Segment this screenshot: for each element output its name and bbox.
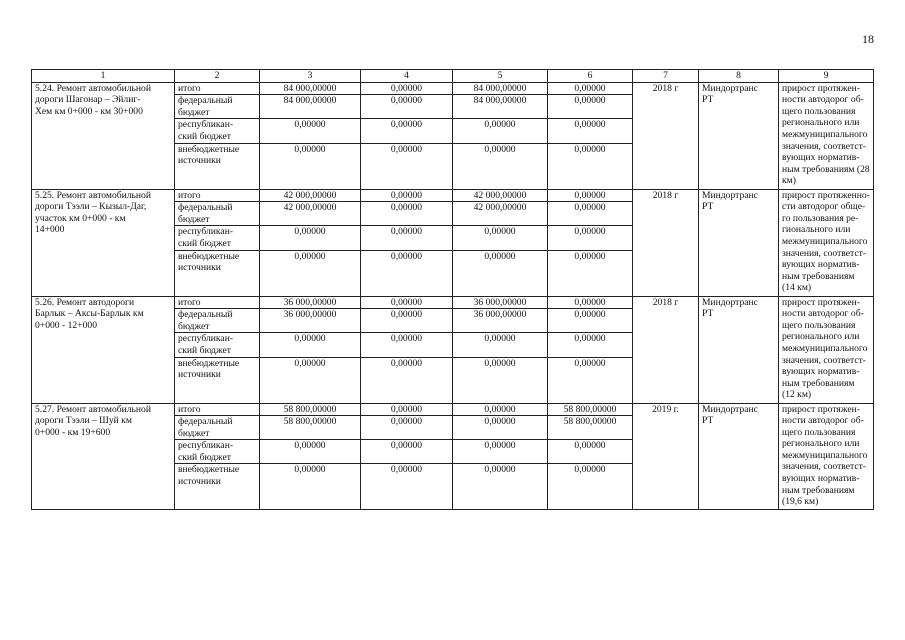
- amount-total-cell: 84 000,00000: [260, 95, 361, 119]
- funding-source-cell: федеральный бюджет: [175, 202, 260, 226]
- table-row: [32, 189, 874, 202]
- amount-total-cell: 0,00000: [260, 143, 361, 189]
- amount-col6-cell: 0,00000: [548, 119, 633, 143]
- column-header: 7: [633, 70, 699, 83]
- amount-total-cell: 36 000,00000: [260, 309, 361, 333]
- amount-col6-cell: 0,00000: [548, 95, 633, 119]
- funding-source-cell: внебюджетные источники: [175, 464, 260, 510]
- amount-col6-cell: 0,00000: [548, 309, 633, 333]
- amount-col6-cell: 0,00000: [548, 143, 633, 189]
- result-cell: прирост протяженно- сти автодорог обще- го пользования ре- гионального или межмуниципального значения, соответст- вующих норматив- ным требованиям (14 км): [779, 189, 874, 296]
- amount-total-cell: 0,00000: [260, 333, 361, 357]
- amount-col4-cell: 0,00000: [361, 82, 453, 95]
- funding-source-cell: итого: [175, 403, 260, 416]
- amount-col5-cell: 0,00000: [453, 403, 548, 416]
- amount-col4-cell: 0,00000: [361, 464, 453, 510]
- amount-col4-cell: 0,00000: [361, 119, 453, 143]
- amount-col4-cell: 0,00000: [361, 333, 453, 357]
- amount-col6-cell: 58 800,00000: [548, 416, 633, 440]
- amount-col4-cell: 0,00000: [361, 95, 453, 119]
- year-cell: 2018 г: [633, 296, 699, 403]
- amount-col6-cell: 0,00000: [548, 82, 633, 95]
- amount-col5-cell: 0,00000: [453, 416, 548, 440]
- amount-col6-cell: 0,00000: [548, 464, 633, 510]
- funding-source-cell: итого: [175, 82, 260, 95]
- amount-total-cell: 42 000,00000: [260, 189, 361, 202]
- executor-cell: Миндортранс РТ: [699, 189, 779, 296]
- funding-source-cell: федеральный бюджет: [175, 416, 260, 440]
- amount-col4-cell: 0,00000: [361, 143, 453, 189]
- project-name-cell: 5.27. Ремонт автомобильной дороги Тээли – Шуй км 0+000 - км 19+600: [32, 403, 175, 510]
- amount-col5-cell: 42 000,00000: [453, 189, 548, 202]
- funding-table: [31, 69, 874, 510]
- amount-total-cell: 0,00000: [260, 440, 361, 464]
- amount-total-cell: 0,00000: [260, 119, 361, 143]
- amount-col5-cell: 0,00000: [453, 333, 548, 357]
- funding-source-cell: федеральный бюджет: [175, 95, 260, 119]
- amount-col6-cell: 0,00000: [548, 296, 633, 309]
- amount-col4-cell: 0,00000: [361, 357, 453, 403]
- amount-total-cell: 58 800,00000: [260, 416, 361, 440]
- column-header: 8: [699, 70, 779, 83]
- amount-total-cell: 0,00000: [260, 250, 361, 296]
- table-body: [32, 82, 874, 510]
- amount-total-cell: 0,00000: [260, 226, 361, 250]
- column-header: 3: [260, 70, 361, 83]
- amount-col5-cell: 0,00000: [453, 226, 548, 250]
- amount-col6-cell: 0,00000: [548, 440, 633, 464]
- amount-total-cell: 36 000,00000: [260, 296, 361, 309]
- header-row: [32, 70, 874, 83]
- page-number: 18: [862, 32, 874, 46]
- amount-col5-cell: 0,00000: [453, 119, 548, 143]
- column-header: 6: [548, 70, 633, 83]
- column-header: 9: [779, 70, 874, 83]
- amount-col5-cell: 0,00000: [453, 464, 548, 510]
- project-name-cell: 5.26. Ремонт автодороги Барлык – Аксы-Барлык км 0+000 - 12+000: [32, 296, 175, 403]
- amount-col4-cell: 0,00000: [361, 226, 453, 250]
- year-cell: 2019 г.: [633, 403, 699, 510]
- project-name-cell: 5.25. Ремонт автомобильной дороги Тээли – Кызыл-Даг, участок км 0+000 - км 14+000: [32, 189, 175, 296]
- amount-col6-cell: 0,00000: [548, 202, 633, 226]
- result-cell: прирост протяжен- ности автодорог об- щего пользования регионального или межмуниципального значения, соответст- вующих норматив- ным требованиям (28 км): [779, 82, 874, 189]
- table-row: [32, 403, 874, 416]
- funding-source-cell: внебюджетные источники: [175, 250, 260, 296]
- amount-col5-cell: 36 000,00000: [453, 309, 548, 333]
- amount-col6-cell: 0,00000: [548, 189, 633, 202]
- amount-col4-cell: 0,00000: [361, 202, 453, 226]
- executor-cell: Миндортранс РТ: [699, 296, 779, 403]
- amount-col6-cell: 0,00000: [548, 250, 633, 296]
- column-header: 5: [453, 70, 548, 83]
- amount-total-cell: 84 000,00000: [260, 82, 361, 95]
- funding-source-cell: республикан- ский бюджет: [175, 119, 260, 143]
- amount-col5-cell: 42 000,00000: [453, 202, 548, 226]
- funding-source-cell: итого: [175, 189, 260, 202]
- amount-col4-cell: 0,00000: [361, 296, 453, 309]
- amount-col4-cell: 0,00000: [361, 189, 453, 202]
- column-header: 4: [361, 70, 453, 83]
- result-cell: прирост протяжен- ности автодорог об- щего пользования регионального или межмуниципального значения, соответст- вующих норматив- ным требованиям (19,6 км): [779, 403, 874, 510]
- column-header: 1: [32, 70, 175, 83]
- amount-col6-cell: 0,00000: [548, 226, 633, 250]
- amount-total-cell: 42 000,00000: [260, 202, 361, 226]
- amount-col5-cell: 36 000,00000: [453, 296, 548, 309]
- amount-col5-cell: 0,00000: [453, 250, 548, 296]
- funding-source-cell: внебюджетные источники: [175, 357, 260, 403]
- funding-source-cell: итого: [175, 296, 260, 309]
- table-row: [32, 296, 874, 309]
- table-row: [32, 82, 874, 95]
- amount-col6-cell: 0,00000: [548, 333, 633, 357]
- funding-source-cell: республикан- ский бюджет: [175, 226, 260, 250]
- executor-cell: Миндортранс РТ: [699, 403, 779, 510]
- amount-col4-cell: 0,00000: [361, 416, 453, 440]
- amount-col5-cell: 84 000,00000: [453, 95, 548, 119]
- year-cell: 2018 г: [633, 189, 699, 296]
- amount-total-cell: 58 800,00000: [260, 403, 361, 416]
- amount-col5-cell: 0,00000: [453, 357, 548, 403]
- executor-cell: Миндортранс РТ: [699, 82, 779, 189]
- amount-col4-cell: 0,00000: [361, 440, 453, 464]
- funding-source-cell: федеральный бюджет: [175, 309, 260, 333]
- amount-col6-cell: 0,00000: [548, 357, 633, 403]
- project-name-cell: 5.24. Ремонт автомобильной дороги Шагонар – Эйлиг- Хем км 0+000 - км 30+000: [32, 82, 175, 189]
- year-cell: 2018 г: [633, 82, 699, 189]
- amount-col5-cell: 84 000,00000: [453, 82, 548, 95]
- amount-col6-cell: 58 800,00000: [548, 403, 633, 416]
- amount-col5-cell: 0,00000: [453, 143, 548, 189]
- funding-source-cell: внебюджетные источники: [175, 143, 260, 189]
- funding-source-cell: республикан- ский бюджет: [175, 333, 260, 357]
- amount-col5-cell: 0,00000: [453, 440, 548, 464]
- amount-total-cell: 0,00000: [260, 357, 361, 403]
- amount-col4-cell: 0,00000: [361, 250, 453, 296]
- amount-col4-cell: 0,00000: [361, 309, 453, 333]
- result-cell: прирост протяжен- ности автодорог об- щего пользования регионального или межмуниципального значения, соответст- вующих норматив- ным требованиям (12 км): [779, 296, 874, 403]
- amount-total-cell: 0,00000: [260, 464, 361, 510]
- funding-source-cell: республикан- ский бюджет: [175, 440, 260, 464]
- column-header: 2: [175, 70, 260, 83]
- amount-col4-cell: 0,00000: [361, 403, 453, 416]
